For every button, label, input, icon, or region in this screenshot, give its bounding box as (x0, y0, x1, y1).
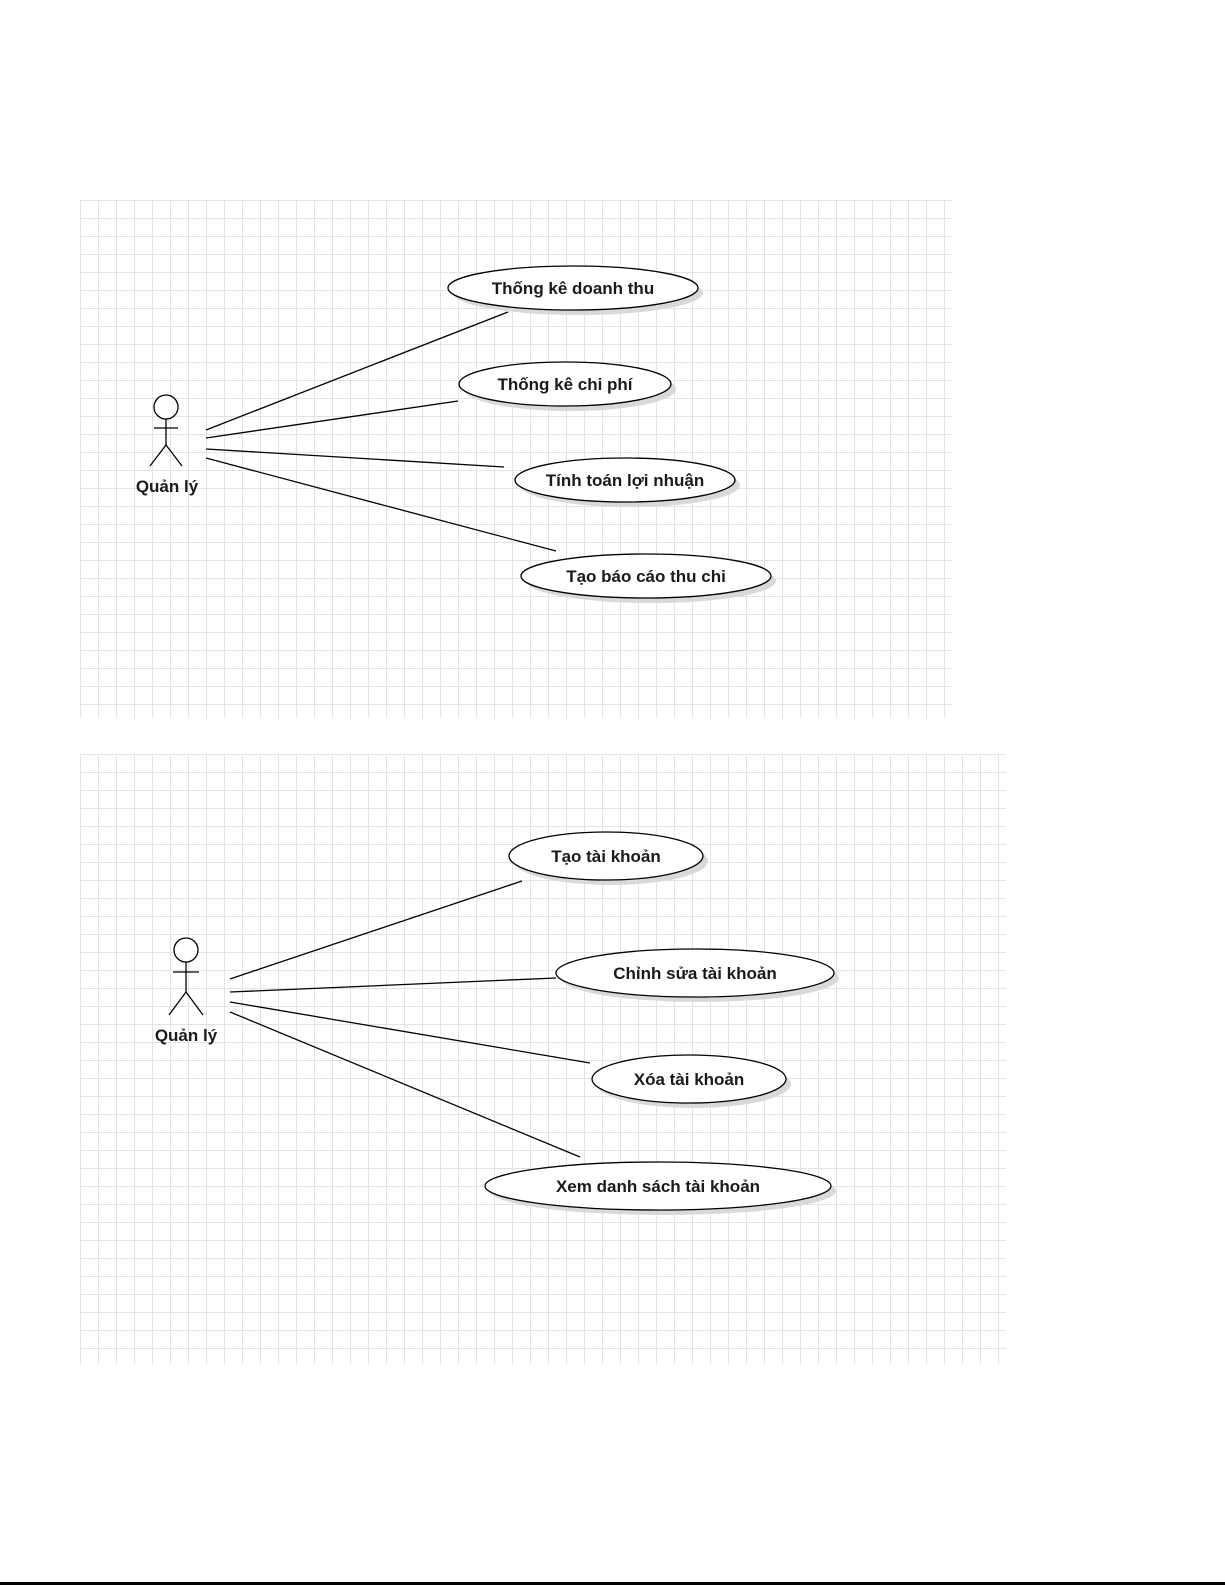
use-case-label: Xóa tài khoản (633, 1070, 745, 1089)
use-case-diagram-finance (80, 200, 952, 718)
use-case-tinh-toan-loi-nhuan[interactable] (515, 458, 740, 507)
use-case-label: Chỉnh sửa tài khoản (613, 964, 777, 983)
use-case-label: Xem danh sách tài khoản (555, 1177, 761, 1196)
use-case-tao-tai-khoan[interactable] (509, 832, 708, 885)
association-line (206, 401, 458, 438)
association-line (230, 1012, 580, 1157)
actor-head-icon (154, 395, 178, 419)
actor-stick-figure[interactable] (169, 938, 203, 1015)
use-case-xem-danh-sach-tai-khoan[interactable] (485, 1162, 836, 1215)
diagram-canvas (80, 200, 952, 718)
use-case-thong-ke-chi-phi[interactable] (459, 362, 676, 411)
use-case-label: Tính toán lợi nhuận (545, 471, 705, 490)
use-case-diagram-accounts (80, 754, 1006, 1364)
association-line (230, 881, 522, 979)
association-line (230, 1002, 590, 1063)
actor-right-leg (186, 992, 203, 1015)
actor-left-leg (150, 445, 166, 466)
actor-label: Quản lý (154, 1026, 218, 1045)
actor-head-icon (174, 938, 198, 962)
use-case-label: Thống kê chi phí (497, 375, 633, 394)
use-case-label: Thống kê doanh thu (491, 279, 655, 298)
association-line (206, 449, 504, 467)
use-case-tao-bao-cao-thu-chi[interactable] (521, 554, 776, 603)
actor-stick-figure[interactable] (150, 395, 182, 466)
actor-left-leg (169, 992, 186, 1015)
use-case-thong-ke-doanh-thu[interactable] (448, 266, 703, 315)
association-line (230, 978, 556, 992)
actor-label: Quản lý (135, 477, 199, 496)
use-case-chinh-sua-tai-khoan[interactable] (556, 949, 839, 1002)
diagram-canvas (80, 754, 1006, 1364)
use-case-label: Tạo báo cáo thu chi (566, 567, 726, 586)
association-line (206, 312, 508, 430)
actor-right-leg (166, 445, 182, 466)
use-case-label: Tạo tài khoản (551, 847, 661, 866)
use-case-xoa-tai-khoan[interactable] (592, 1055, 791, 1108)
association-line (206, 458, 556, 551)
